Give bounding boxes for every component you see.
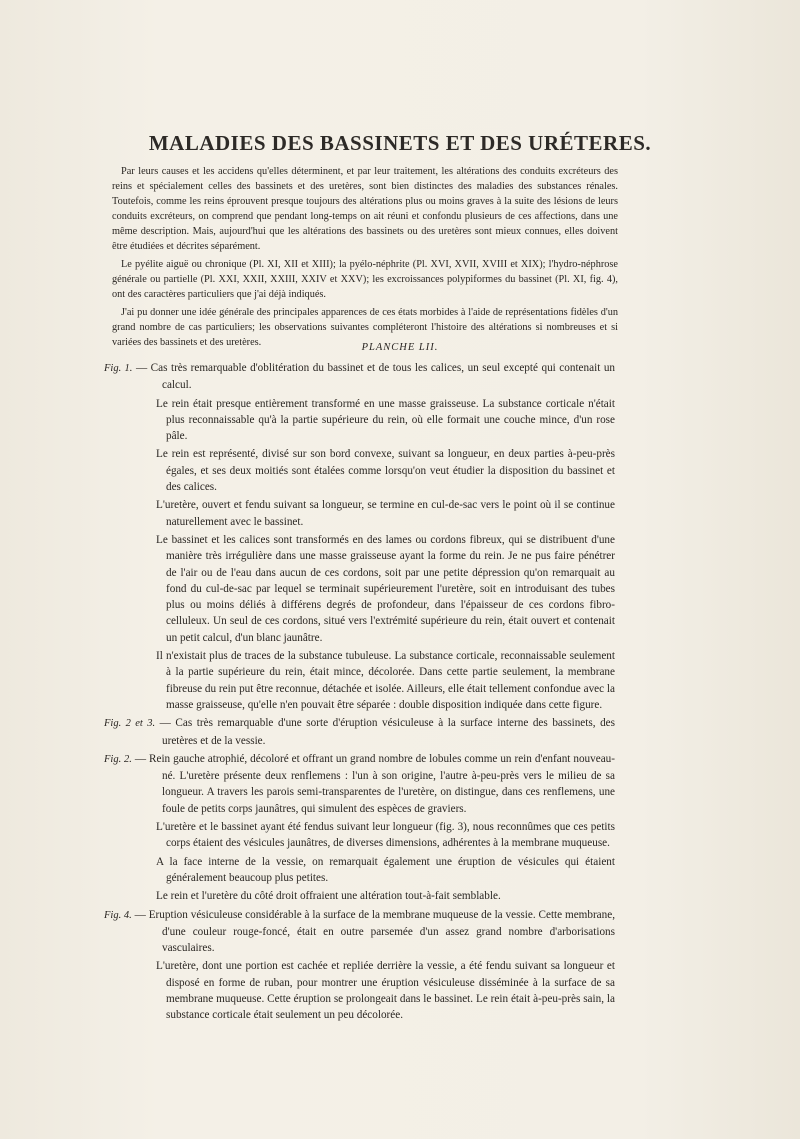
figure-entry	[100, 751, 615, 817]
intro-paragraph: J'ai pu donner une idée générale des principales apparences de ces états morbides à l'aide de représentations fidèles d'un grand nombre de cas particuliers; les observations suivantes compléteront l'histoire des altérations si nombreuses et si variées des bassinets et des uretères.	[112, 307, 618, 348]
figure-paragraph: Le bassinet et les calices sont transformés en des lames ou cordons fibreux, qui se distribuent d'une manière très irrégulière dans une masse graisseuse ayant la forme du rein. Je ne pus faire pénétrer de l'air ou de l'eau dans aucun de ces cordons, soit par une petite dépression qu'on remarquait au fond du cul-de-sac par lequel se terminait supérieurement l'uretère, soit en introduisant des tubes plus ou moins déliés à différens degrés de profondeur, dans l'épaisseur de ces cordons fibro-celluleux. Un seul de ces cordons, situé vers l'extrémité supérieure du rein, était ouvert et contenait un petit calcul, d'un blanc jaunâtre.	[156, 533, 615, 644]
figure-descriptions	[100, 360, 615, 1026]
figure-paragraph: Le rein était presque entièrement transformé en une masse graisseuse. La substance corticale n'était plus reconnaissable qu'à la partie supérieure du rein, où elle formait une couche mince, d'un rose pâle.	[156, 397, 615, 443]
figure-paragraph: Le rein est représenté, divisé sur son bord convexe, suivant sa longueur, en deux parties à-peu-près égales, et ses deux moitiés sont étalées comme lorsqu'on veut étudier la disposition du bassinet et des calices.	[156, 448, 615, 494]
figure-paragraph: L'uretère et le bassinet ayant été fendus suivant leur longueur (fig. 3), nous reconnûmes que ces petits corps étaient des vésicules jaunâtres, de diverses dimensions, adhérentes à la membrane muqueuse.	[156, 821, 615, 850]
figure-entry	[100, 360, 615, 394]
figure-entry	[100, 907, 615, 957]
figure-text: — Cas très remarquable d'oblitération du bassinet et de tous les calices, un seul excepté qui contenait un calcul.	[135, 362, 616, 392]
figure-paragraph: Le rein et l'uretère du côté droit offraient une altération tout-à-fait semblable.	[156, 890, 501, 903]
intro-paragraph: Par leurs causes et les accidens qu'elles déterminent, et par leur traitement, les altérations des conduits excréteurs des reins et spécialement celles des bassinets et des uretères, sont bien distinctes des maladies des substances rénales. Toutefois, comme les reins éprouvent presque toujours des altérations plus ou moins graves à la suite des lésions de leurs conduits excréteurs, on comprend que pendant long-temps on ait réuni et confondu plusieurs de ces affections, dans une même description. Mais, aujourd'hui que les altérations des bassinets ou des uretères sont mieux connues, elles doivent être étudiées et décrites séparément.	[112, 166, 618, 252]
figure-label: Fig. 2.	[104, 753, 132, 765]
figure-paragraph: Il n'existait plus de traces de la substance tubuleuse. La substance corticale, reconnaissable seulement à la partie supérieure du rein, était mince, décolorée. Dans cette partie seulement, la membrane fibreuse du rein put être reconnue, détachée et isolée. Ailleurs, elle était tellement confondue avec la masse graisseuse, qu'elle n'en pouvait être séparée : double disposition indiquée dans cette figure.	[156, 650, 615, 711]
figure-paragraph: A la face interne de la vessie, on remarquait également une éruption de vésicules qui étaient généralement beaucoup plus petites.	[156, 855, 615, 884]
figure-label: Fig. 4.	[104, 909, 132, 921]
figure-text: — Rein gauche atrophié, décoloré et offrant un grand nombre de lobules comme un rein d'enfant nouveau-né. L'uretère présente deux renflemens : l'un à son origine, l'autre à-peu-près vers le milieu de sa longueur. A travers les parois semi-transparentes de l'uretère, on distingue, dans ces renflemens, une foule de petits corps jaunâtres, qui simulent des espèces de graviers.	[134, 752, 615, 815]
figure-label: Fig. 2 et 3.	[104, 718, 156, 730]
figure-label: Fig. 1.	[104, 363, 133, 374]
figure-text: — Eruption vésiculeuse considérable à la surface de la membrane muqueuse de la vessie. Cette membrane, d'une couleur rouge-foncé, était en outre parsemée d'un assez grand nombre d'arborisations vasculaires.	[134, 908, 616, 955]
page-title: MALADIES DES BASSINETS ET DES URÉTERES.	[148, 131, 652, 155]
plate-heading: PLANCHE LII.	[361, 342, 439, 353]
intro-paragraph: Le pyélite aiguë ou chronique (Pl. XI, XII et XIII); la pyélo-néphrite (Pl. XVI, XVII, XVIII et XIX); l'hydro-néphrose générale ou partielle (Pl. XXI, XXII, XXIII, XXIV et XXV); les excroissances polypiformes du bassinet (Pl. XI, fig. 4), ont des caractères particuliers que j'ai déjà indiqués.	[112, 259, 618, 300]
figure-paragraph: L'uretère, dont une portion est cachée et repliée derrière la vessie, a été fendu suivant sa longueur et disposé en forme de ruban, pour montrer une éruption vésiculeuse disséminée à la surface de sa membrane muqueuse. Cette éruption se prolongeait dans le bassinet. Le rein était à-peu-près sain, la substance corticale était seulement un peu décolorée.	[156, 960, 615, 1022]
intro-section	[112, 164, 618, 353]
figure-paragraph: L'uretère, ouvert et fendu suivant sa longueur, se termine en cul-de-sac vers le point où il se continue naturellement avec le bassinet.	[156, 499, 615, 528]
figure-entry	[100, 715, 615, 749]
figure-text: — Cas très remarquable d'une sorte d'éruption vésiculeuse à la surface interne des bassinets, des uretères et de la vessie.	[159, 717, 615, 747]
